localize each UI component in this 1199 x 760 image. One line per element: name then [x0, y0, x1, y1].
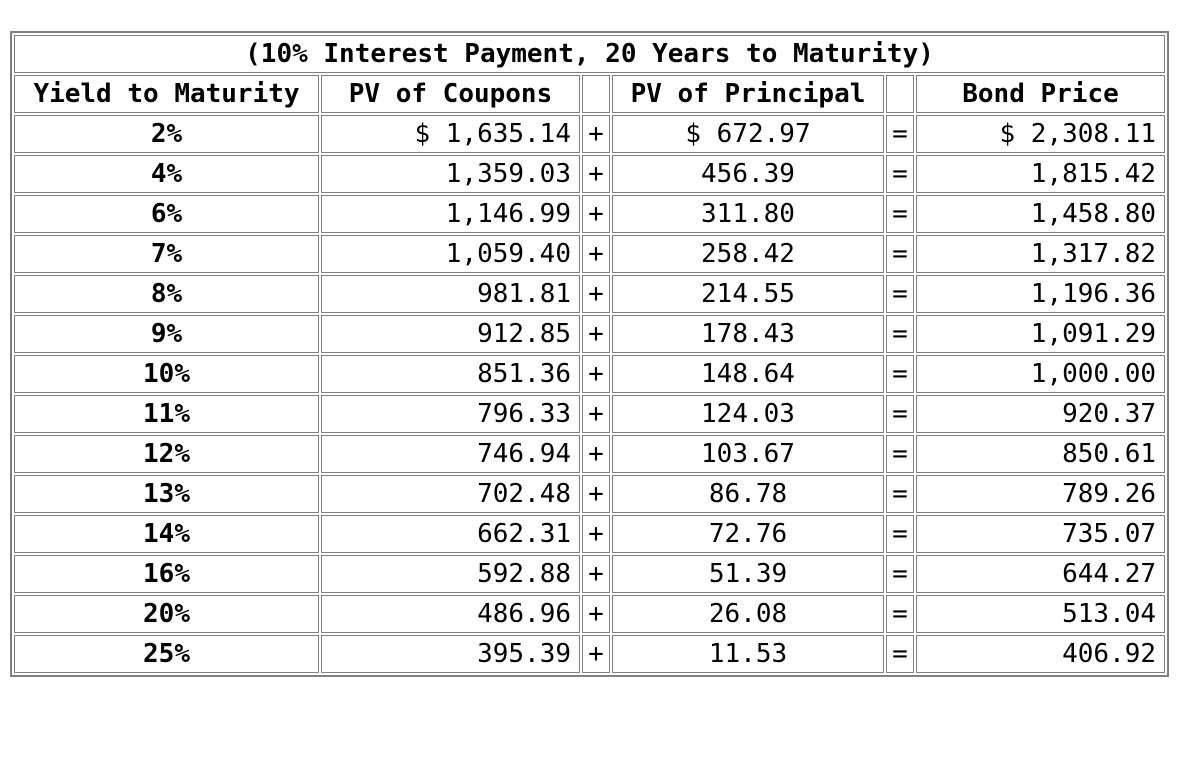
- table-caption-row: [14, 35, 1165, 73]
- yield-cell: 9%: [14, 315, 319, 353]
- header-pv-of-coupons: PV of Coupons: [321, 75, 580, 113]
- plus-sign: +: [582, 475, 610, 513]
- principal-cell: 258.42: [612, 235, 884, 273]
- plus-sign: +: [582, 595, 610, 633]
- price-cell: 1,000.00: [916, 355, 1165, 393]
- equals-sign: =: [886, 555, 914, 593]
- principal-cell: 26.08: [612, 595, 884, 633]
- equals-sign: =: [886, 275, 914, 313]
- principal-cell: 51.39: [612, 555, 884, 593]
- table-row: [14, 115, 1165, 153]
- equals-sign: =: [886, 155, 914, 193]
- yield-cell: 2%: [14, 115, 319, 153]
- table-row: [14, 355, 1165, 393]
- equals-sign: =: [886, 315, 914, 353]
- coupons-cell: 981.81: [321, 275, 580, 313]
- yield-cell: 13%: [14, 475, 319, 513]
- yield-cell: 8%: [14, 275, 319, 313]
- coupons-cell: 746.94: [321, 435, 580, 473]
- table-header-row: [14, 75, 1165, 113]
- coupons-cell: 702.48: [321, 475, 580, 513]
- plus-sign: +: [582, 435, 610, 473]
- equals-sign: =: [886, 395, 914, 433]
- principal-cell: 124.03: [612, 395, 884, 433]
- plus-sign: +: [582, 395, 610, 433]
- price-cell: $ 2,308.11: [916, 115, 1165, 153]
- coupons-cell: 1,146.99: [321, 195, 580, 233]
- coupons-cell: $ 1,635.14: [321, 115, 580, 153]
- yield-cell: 12%: [14, 435, 319, 473]
- coupons-cell: 662.31: [321, 515, 580, 553]
- price-cell: 1,317.82: [916, 235, 1165, 273]
- plus-sign: +: [582, 155, 610, 193]
- principal-cell: $ 672.97: [612, 115, 884, 153]
- coupons-cell: 1,359.03: [321, 155, 580, 193]
- equals-sign: =: [886, 235, 914, 273]
- table-row: [14, 555, 1165, 593]
- header-plus-spacer: [582, 75, 610, 113]
- principal-cell: 11.53: [612, 635, 884, 673]
- coupons-cell: 592.88: [321, 555, 580, 593]
- plus-sign: +: [582, 195, 610, 233]
- price-cell: 1,091.29: [916, 315, 1165, 353]
- equals-sign: =: [886, 475, 914, 513]
- table-row: [14, 155, 1165, 193]
- yield-cell: 20%: [14, 595, 319, 633]
- coupons-cell: 486.96: [321, 595, 580, 633]
- plus-sign: +: [582, 555, 610, 593]
- price-cell: 644.27: [916, 555, 1165, 593]
- table-caption: (10% Interest Payment, 20 Years to Maturity): [14, 35, 1165, 73]
- equals-sign: =: [886, 355, 914, 393]
- coupons-cell: 1,059.40: [321, 235, 580, 273]
- price-cell: 406.92: [916, 635, 1165, 673]
- coupons-cell: 912.85: [321, 315, 580, 353]
- table-row: [14, 475, 1165, 513]
- table-row: [14, 395, 1165, 433]
- equals-sign: =: [886, 515, 914, 553]
- plus-sign: +: [582, 235, 610, 273]
- price-cell: 850.61: [916, 435, 1165, 473]
- principal-cell: 72.76: [612, 515, 884, 553]
- yield-cell: 16%: [14, 555, 319, 593]
- table-row: [14, 275, 1165, 313]
- yield-cell: 4%: [14, 155, 319, 193]
- price-cell: 735.07: [916, 515, 1165, 553]
- bond-price-table: [10, 31, 1169, 677]
- equals-sign: =: [886, 115, 914, 153]
- yield-cell: 6%: [14, 195, 319, 233]
- table-row: [14, 635, 1165, 673]
- coupons-cell: 851.36: [321, 355, 580, 393]
- principal-cell: 214.55: [612, 275, 884, 313]
- principal-cell: 86.78: [612, 475, 884, 513]
- header-pv-of-principal: PV of Principal: [612, 75, 884, 113]
- table-row: [14, 435, 1165, 473]
- yield-cell: 25%: [14, 635, 319, 673]
- plus-sign: +: [582, 635, 610, 673]
- table-row: [14, 595, 1165, 633]
- table-row: [14, 315, 1165, 353]
- header-yield-to-maturity: Yield to Maturity: [14, 75, 319, 113]
- principal-cell: 311.80: [612, 195, 884, 233]
- coupons-cell: 796.33: [321, 395, 580, 433]
- principal-cell: 456.39: [612, 155, 884, 193]
- table-row: [14, 515, 1165, 553]
- yield-cell: 14%: [14, 515, 319, 553]
- header-bond-price: Bond Price: [916, 75, 1165, 113]
- price-cell: 1,458.80: [916, 195, 1165, 233]
- equals-sign: =: [886, 595, 914, 633]
- plus-sign: +: [582, 355, 610, 393]
- price-cell: 920.37: [916, 395, 1165, 433]
- equals-sign: =: [886, 195, 914, 233]
- header-equals-spacer: [886, 75, 914, 113]
- price-cell: 789.26: [916, 475, 1165, 513]
- table-body: [14, 115, 1165, 673]
- price-cell: 1,196.36: [916, 275, 1165, 313]
- table-row: [14, 195, 1165, 233]
- yield-cell: 10%: [14, 355, 319, 393]
- yield-cell: 11%: [14, 395, 319, 433]
- equals-sign: =: [886, 435, 914, 473]
- price-cell: 1,815.42: [916, 155, 1165, 193]
- plus-sign: +: [582, 275, 610, 313]
- plus-sign: +: [582, 515, 610, 553]
- plus-sign: +: [582, 115, 610, 153]
- yield-cell: 7%: [14, 235, 319, 273]
- price-cell: 513.04: [916, 595, 1165, 633]
- equals-sign: =: [886, 635, 914, 673]
- principal-cell: 178.43: [612, 315, 884, 353]
- plus-sign: +: [582, 315, 610, 353]
- table-row: [14, 235, 1165, 273]
- principal-cell: 148.64: [612, 355, 884, 393]
- coupons-cell: 395.39: [321, 635, 580, 673]
- principal-cell: 103.67: [612, 435, 884, 473]
